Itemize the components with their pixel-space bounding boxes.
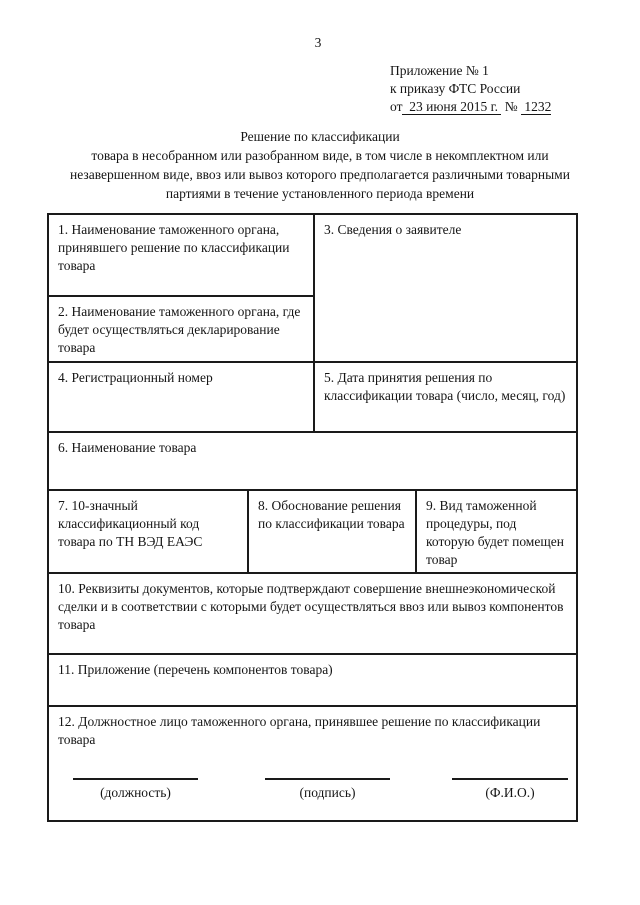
- order-date-value: 23 июня 2015 г.: [402, 99, 502, 114]
- form-section-4: [49, 491, 576, 574]
- title-line-3: незавершенном виде, ввоз или вывоз которого предполагается различными товарными: [70, 167, 570, 182]
- page-number: 3: [314, 35, 322, 50]
- appendix-line-1: Приложение № 1: [390, 63, 489, 78]
- order-number-value: 1232: [521, 99, 552, 114]
- form-section-1: [49, 215, 576, 363]
- signature-sign-label: (подпись): [299, 785, 356, 800]
- appendix-line-2: к приказу ФТС России: [390, 81, 521, 96]
- signature-name-label: (Ф.И.О.): [485, 785, 535, 800]
- cell-decision-date: 5. Дата принятия решения по классификации товара (число, месяц, год): [324, 370, 566, 403]
- form-section-3: [49, 433, 576, 491]
- form-section-5: [49, 574, 576, 655]
- form-section-2: [49, 363, 576, 433]
- title-line-2: товара в несобранном или разобранном виде, в том числе в некомплектном или: [91, 148, 549, 163]
- cell-classification-code: 7. 10-значный классификационный код товара по ТН ВЭД ЕАЭС: [49, 491, 249, 572]
- classification-form-table: [47, 213, 578, 822]
- cell-decision-justification: 8. Обоснование решения по классификации товара: [249, 491, 417, 572]
- title-line-1: Решение по классификации: [240, 129, 400, 144]
- number-sign: №: [501, 99, 522, 114]
- cell-official-person: 12. Должностное лицо таможенного органа, принявшее решение по классификации товара: [58, 714, 541, 747]
- cell-registration-number: 4. Регистрационный номер: [49, 363, 315, 431]
- date-from-label: от: [390, 99, 403, 114]
- signature-sign-line: [265, 778, 390, 780]
- signature-position-label: (должность): [100, 785, 171, 800]
- appendix-date-line: [390, 98, 551, 116]
- form-section-6: [49, 655, 576, 707]
- document-title: [20, 127, 620, 203]
- cell-customs-authority-declaration: 2. Наименование таможенного органа, где будет осуществляться декларирование товара: [58, 304, 301, 355]
- cell-attachment: 11. Приложение (перечень компонентов товара): [58, 662, 333, 677]
- signature-position-line: [73, 778, 198, 780]
- cell-customs-procedure: 9. Вид таможенной процедуры, под которую будет помещен товар: [426, 498, 564, 567]
- title-line-4: партиями в течение установленного периода времени: [165, 186, 475, 201]
- signature-sign-block: [265, 778, 390, 802]
- cell-applicant-info: 3. Сведения о заявителе: [324, 222, 462, 237]
- section-1-left-column: [49, 215, 315, 361]
- cell-document-details: 10. Реквизиты документов, которые подтверждают совершение внешнеэкономической сделки и в соответствии с которыми будет осуществляться ввоз или вывоз компонентов товара: [58, 581, 564, 632]
- cell-goods-name: 6. Наименование товара: [58, 440, 197, 455]
- signature-name-block: [452, 778, 568, 802]
- signature-name-line: [452, 778, 568, 780]
- cell-customs-authority-decision: 1. Наименование таможенного органа, принявшего решение по классификации товара: [49, 215, 313, 297]
- form-section-7: [49, 707, 576, 820]
- appendix-header: [390, 62, 551, 116]
- signature-position-block: [73, 778, 198, 802]
